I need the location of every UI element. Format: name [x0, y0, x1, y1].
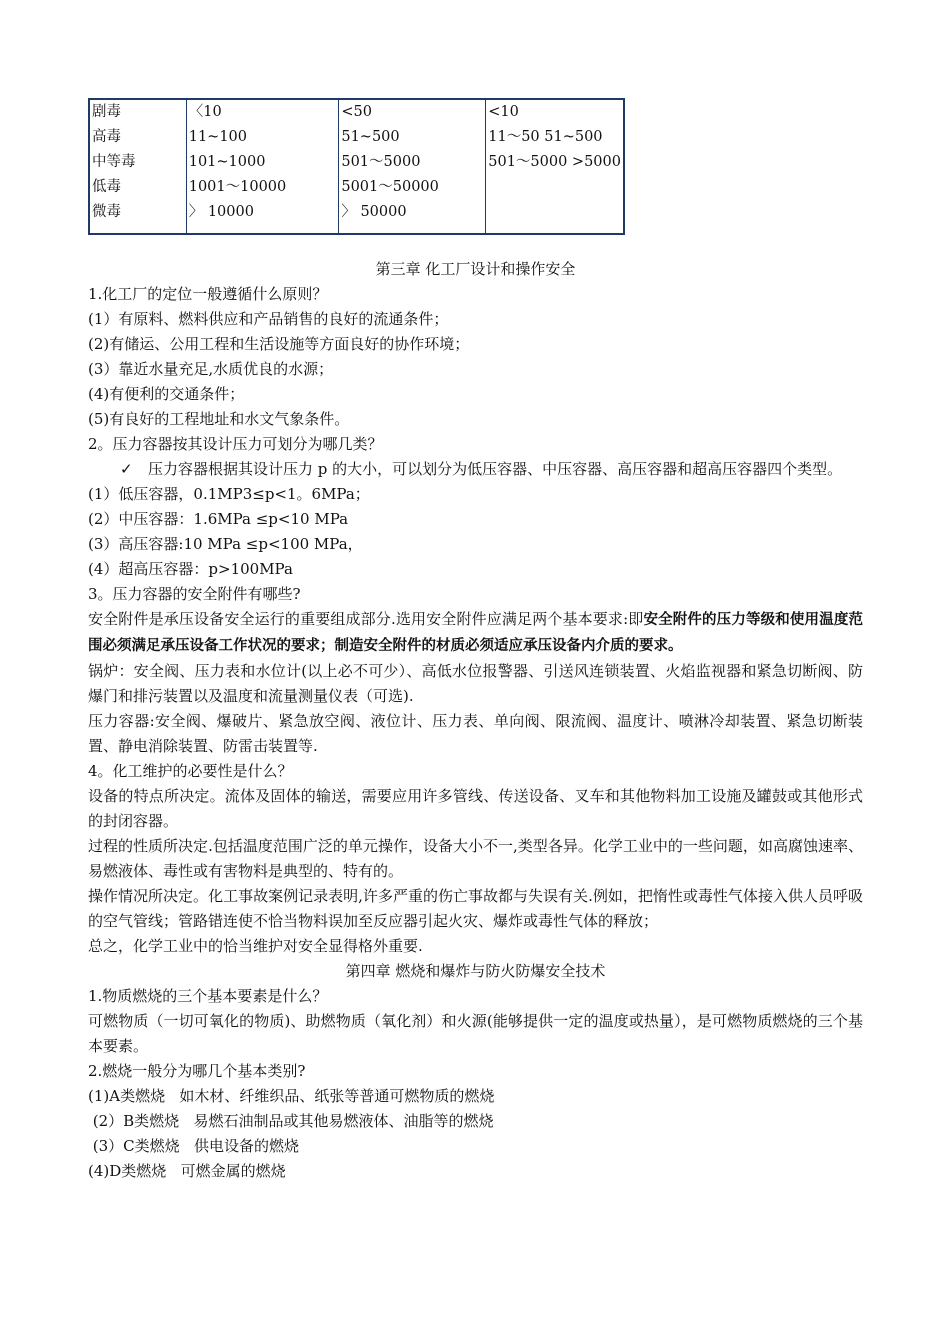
- question-4: 4。化工维护的必要性是什么？: [88, 762, 293, 780]
- paragraph: 操作情况所决定。化工事故案例记录表明,许多严重的伤亡事故都与失误有关.例如，把惰性或毒性气体接入供人员呼吸的空气管线；管路错连使不恰当物料误加至反应器引起火灾、爆炸或毒性气体的释放；: [88, 887, 863, 930]
- document-body: [88, 257, 863, 1184]
- answer-line: (4）超高压容器：p>100MPa: [88, 560, 293, 578]
- paragraph: 过程的性质所决定.包括温度范围广泛的单元操作，设备大小不一,类型各异。化学工业中的一些问题，如高腐蚀速率、易燃液体、毒性或有害物料是典型的、特有的。: [88, 837, 863, 880]
- table-row: [89, 150, 624, 175]
- paragraph-text: 安全附件是承压设备安全运行的重要组成部分.选用安全附件应满足两个基本要求:即: [88, 610, 644, 628]
- chapter-3-title: 第三章 化工厂设计和操作安全: [375, 260, 576, 278]
- paragraph: 设备的特点所决定。流体及固体的输送，需要应用许多管线、传送设备、叉车和其他物料加工设施及罐鼓或其他形式的封闭容器。: [88, 787, 863, 830]
- paragraph: 总之，化学工业中的恰当维护对安全显得格外重要.: [88, 937, 423, 955]
- answer-line: (1）低压容器，0.1MP3≤p<1。6MPa；: [88, 485, 370, 503]
- bullet-item: [88, 457, 863, 482]
- answer-line: (2)有储运、公用工程和生活设施等方面良好的协作环境；: [88, 335, 470, 353]
- answer-line: (2）B类燃烧 易燃石油制品或其他易燃液体、油脂等的燃烧: [88, 1112, 494, 1130]
- table-cell: 微毒: [92, 204, 121, 220]
- table-cell: 〉 10000: [186, 200, 339, 234]
- answer-line: (2）中压容器：1.6MPa ≤p<10 MPa: [88, 510, 349, 528]
- table-row: [89, 200, 624, 234]
- answer-line: (1)A类燃烧 如木材、纤维织品、纸张等普通可燃物质的燃烧: [88, 1087, 495, 1105]
- answer-line: (1）有原料、燃料供应和产品销售的良好的流通条件；: [88, 310, 449, 328]
- document-page: [88, 98, 863, 1184]
- toxicity-table: [88, 98, 625, 235]
- question-1: 1.化工厂的定位一般遵循什么原则？: [88, 285, 328, 303]
- table-cell: 501～5000: [339, 150, 486, 175]
- table-cell: <50: [339, 99, 486, 125]
- table-cell: 低毒: [92, 179, 121, 195]
- table-row: [89, 125, 624, 150]
- chapter-4-title: 第四章 燃烧和爆炸与防火防爆安全技术: [345, 962, 606, 980]
- paragraph: 压力容器:安全阀、爆破片、紧急放空阀、液位计、压力表、单向阀、限流阀、温度计、喷淋冷却装置、紧急切断装置、静电消除装置、防雷击装置等.: [88, 712, 863, 755]
- table-row: [89, 175, 624, 200]
- paragraph: [88, 607, 863, 659]
- checkmark-icon: ✓: [120, 460, 133, 478]
- table-cell: 1001～10000: [186, 175, 339, 200]
- table-cell: 501～5000 >5000: [486, 150, 624, 175]
- table-cell: [486, 175, 624, 200]
- bold-period: 。: [668, 638, 683, 654]
- table-cell: 5001～50000: [339, 175, 486, 200]
- table-cell: <10: [486, 99, 624, 125]
- paragraph: 锅炉：安全阀、压力表和水位计(以上必不可少）、高低水位报警器、引送风连锁装置、火焰监视器和紧急切断阀、防爆门和排污装置以及温度和流量测量仪表（可选).: [88, 662, 863, 705]
- paragraph: 可燃物质（一切可氧化的物质)、助燃物质（氧化剂）和火源(能够提供一定的温度或热量），是可燃物质燃烧的三个基本要素。: [88, 1012, 863, 1055]
- table-cell: 101~1000: [186, 150, 339, 175]
- bullet-text: 压力容器根据其设计压力 p 的大小，可以划分为低压容器、中压容器、高压容器和超高压容器四个类型。: [148, 460, 843, 478]
- combustion-question-2: 2.燃烧一般分为哪几个基本类别?: [88, 1062, 306, 1080]
- answer-line: (3）C类燃烧 供电设备的燃烧: [88, 1137, 299, 1155]
- answer-line: (5)有良好的工程地址和水文气象条件。: [88, 410, 350, 428]
- table-cell: 11~100: [186, 125, 339, 150]
- table-cell: [486, 200, 624, 234]
- table-cell: 中等毒: [92, 154, 136, 170]
- table-cell: 高毒: [92, 129, 121, 145]
- table-cell: 剧毒: [92, 104, 121, 120]
- question-3: 3。压力容器的安全附件有哪些?: [88, 585, 301, 603]
- answer-line: (3）高压容器:10 MPa ≤p<100 MPa，: [88, 535, 363, 553]
- table-cell: 〈10: [186, 99, 339, 125]
- table-cell: 11～50 51~500: [486, 125, 624, 150]
- answer-line: (4)D类燃烧 可燃金属的燃烧: [88, 1162, 286, 1180]
- table-cell: 〉 50000: [339, 200, 486, 234]
- table-cell: 51~500: [339, 125, 486, 150]
- bold-requirement-text: 安全附件的压力等级和使用温度范围必须满足承压设备工作状况的要求；制造安全附件的材质必须适应承压设备内介质的要求: [88, 612, 864, 654]
- table-row: [89, 99, 624, 125]
- question-2: 2。压力容器按其设计压力可划分为哪几类？: [88, 435, 383, 453]
- combustion-question-1: 1.物质燃烧的三个基本要素是什么？: [88, 987, 328, 1005]
- answer-line: (4)有便利的交通条件；: [88, 385, 245, 403]
- answer-line: (3）靠近水量充足,水质优良的水源；: [88, 360, 334, 378]
